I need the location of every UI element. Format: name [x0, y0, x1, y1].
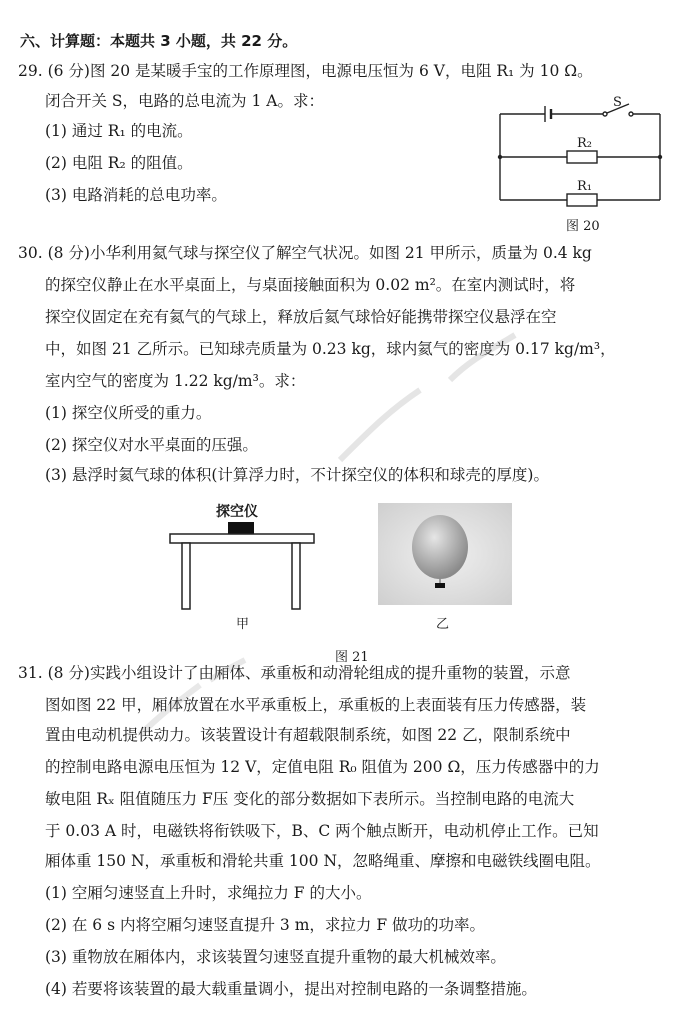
switch-contact-right	[629, 112, 633, 116]
q31-sub-3: (3) 重物放在厢体内，求该装置匀速竖直提升重物的最大机械效率。	[45, 948, 506, 966]
q30-line-3: 探空仪固定在充有氦气的气球上，释放后氦气球恰好能携带探空仪悬浮在空	[45, 308, 557, 326]
q31-line-6: 于 0.03 A 时，电磁铁将衔铁吸下，B、C 两个触点断开，电动机停止工作。已知	[45, 822, 599, 840]
watermark-strokes-2	[130, 655, 250, 745]
table-leg-right	[292, 543, 300, 609]
probe-device	[228, 522, 254, 534]
table-leg-left	[182, 543, 190, 609]
q29-sub-1: (1) 通过 R₁ 的电流。	[45, 122, 193, 140]
figure-21-balloon-photo	[378, 503, 512, 605]
q31-line-4: 的控制电路电源电压恒为 12 V，定值电阻 R₀ 阻值为 200 Ω，压力传感器中的力	[45, 758, 600, 776]
q30-sub-2: (2) 探空仪对水平桌面的压强。	[45, 436, 258, 454]
q31-sub-4: (4) 若要将该装置的最大载重量调小，提出对控制电路的一条调整措施。	[45, 980, 537, 998]
figure-21-caption: 图 21	[335, 650, 369, 665]
balloon-probe	[435, 583, 445, 588]
q31-line-5: 敏电阻 Rₓ 阻值随压力 F压 变化的部分数据如下表所示。当控制电路的电流大	[45, 790, 575, 808]
resistor-r1	[567, 194, 597, 206]
figure-21-table	[168, 518, 318, 613]
figure-20-circuit	[495, 92, 665, 212]
table-top	[170, 534, 314, 543]
q30-sub-3: (3) 悬浮时氦气球的体积(计算浮力时，不计探空仪的体积和球壳的厚度)。	[45, 466, 549, 484]
junction-dot-left	[498, 155, 502, 159]
q29-sub-2: (2) 电阻 R₂ 的阻值。	[45, 154, 193, 172]
switch-contact-left	[603, 112, 607, 116]
helium-balloon	[412, 515, 468, 579]
figure-21-right-label: 乙	[436, 617, 450, 632]
q29-line-2: 闭合开关 S，电路的总电流为 1 A。求：	[45, 92, 324, 110]
watermark-strokes	[330, 320, 530, 480]
figure-21-left-label: 甲	[236, 617, 250, 632]
q31-line-2: 图如图 22 甲，厢体放置在水平承重板上，承重板的上表面装有压力传感器，装	[45, 696, 587, 714]
r2-label: R₂	[577, 136, 592, 151]
q30-sub-1: (1) 探空仪所受的重力。	[45, 404, 212, 422]
q31-line-7: 厢体重 150 N，承重板和滑轮共重 100 N，忽略绳重、摩擦和电磁铁线圈电阻。	[45, 852, 601, 870]
probe-label: 探空仪	[216, 504, 258, 520]
switch-label: S	[613, 95, 622, 110]
q30-line-1: 30. (8 分)小华利用氦气球与探空仪了解空气状况。如图 21 甲所示，质量为 0.4 kg	[18, 244, 592, 262]
resistor-r2	[567, 151, 597, 163]
q31-sub-2: (2) 在 6 s 内将空厢匀速竖直提升 3 m，求拉力 F 做功的功率。	[45, 916, 486, 934]
q31-line-1: 31. (8 分)实践小组设计了由厢体、承重板和动滑轮组成的提升重物的装置，示意	[18, 664, 571, 682]
section-heading: 六、计算题：本题共 3 小题，共 22 分。	[20, 32, 298, 50]
q29-sub-3: (3) 电路消耗的总电功率。	[45, 186, 227, 204]
q29-line-1: 29. (6 分)图 20 是某暖手宝的工作原理图，电源电压恒为 6 V，电阻 R₁ 为 10 Ω。	[18, 62, 593, 80]
figure-20-caption: 图 20	[566, 219, 600, 234]
q31-sub-1: (1) 空厢匀速竖直上升时，求绳拉力 F 的大小。	[45, 884, 372, 902]
junction-dot-right	[658, 155, 662, 159]
q30-line-5: 室内空气的密度为 1.22 kg/m³。求：	[45, 372, 306, 390]
q30-line-2: 的探空仪静止在水平桌面上，与桌面接触面积为 0.02 m²。在室内测试时，将	[45, 276, 576, 294]
q31-line-3: 置由电动机提供动力。该装置设计有超载限制系统，如图 22 乙，限制系统中	[45, 726, 571, 744]
q30-line-4: 中，如图 21 乙所示。已知球壳质量为 0.23 kg，球内氦气的密度为 0.17 kg/m³，	[45, 340, 616, 358]
r1-label: R₁	[577, 179, 592, 194]
